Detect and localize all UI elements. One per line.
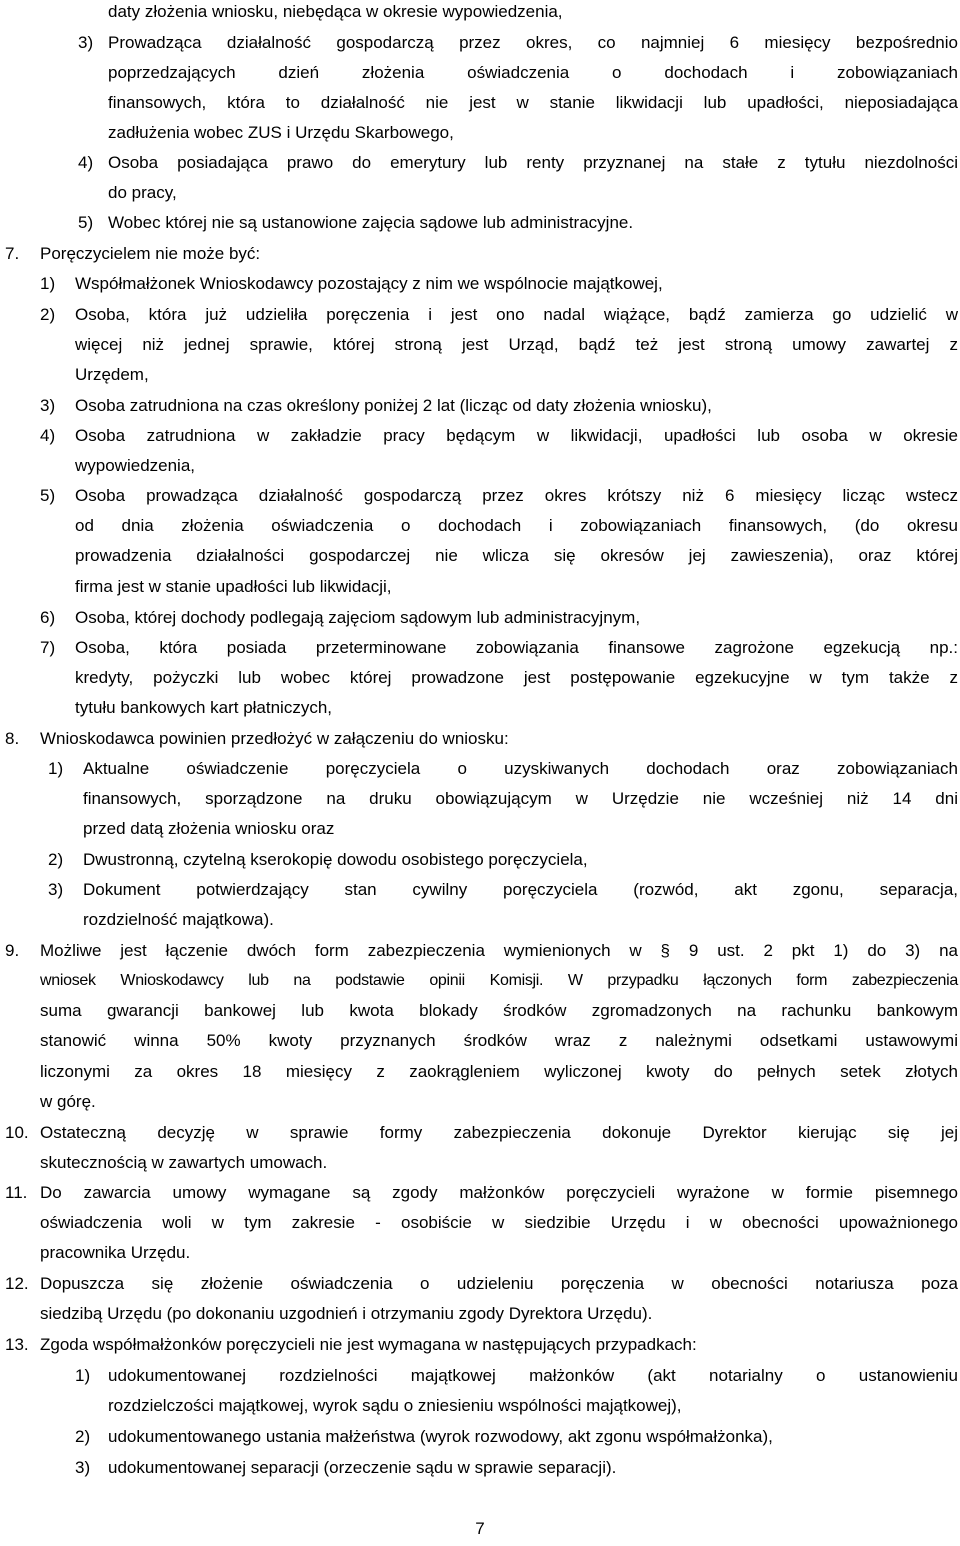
paragraph-text: liczonymi za okres 18 miesięcy z zaokrągleniem wyliczonej kwoty do pełnych setek złotych <box>40 1062 958 1081</box>
list-item-number: 3) <box>40 396 56 415</box>
list-item-text: Aktualne oświadczenie poręczyciela o uzyskiwanych dochodach oraz zobowiązaniach <box>83 759 958 778</box>
list-item-number: 5) <box>40 486 56 505</box>
list-item-number: 1) <box>40 274 56 293</box>
list-item-text: Osoba zatrudniona na czas określony poniżej 2 lat (licząc od daty złożenia wniosku), <box>75 396 712 415</box>
paragraph-text: w górę. <box>40 1092 96 1111</box>
paragraph-text: pracownika Urzędu. <box>40 1243 191 1262</box>
list-item-text: Osoba, której dochody podlegają zajęciom sądowym lub administracyjnym, <box>75 608 641 627</box>
paragraph-text: oświadczenia woli w tym zakresie - osobiście w siedzibie Urzędu i w obecności upoważnionego <box>40 1213 958 1232</box>
paragraph-text: suma gwarancji bankowej lub kwota blokady środków zgromadzonych na rachunku bankowym <box>40 1001 958 1020</box>
section-heading: Wnioskodawca powinien przedłożyć w załączeniu do wniosku: <box>40 729 509 748</box>
list-item-text: kredyty, pożyczki lub wobec której prowadzone jest postępowanie egzekucyjne w tym także z <box>75 668 958 687</box>
paragraph-text: Do zawarcia umowy wymagane są zgody małżonków poręczycieli wyrażone w formie pisemnego <box>40 1183 958 1202</box>
list-item-text: Dwustronną, czytelną kserokopię dowodu osobistego poręczyciela, <box>83 850 588 869</box>
list-item-text: Wobec której nie są ustanowione zajęcia sądowe lub administracyjne. <box>108 213 634 232</box>
list-item-number: 3) <box>78 33 94 52</box>
section-heading: Poręczycielem nie może być: <box>40 244 261 263</box>
paragraph-text: Możliwe jest łączenie dwóch form zabezpieczenia wymienionych w § 9 ust. 2 pkt 1) do 3) na <box>40 941 958 960</box>
paragraph-text: Ostateczną decyzję w sprawie formy zabezpieczenia dokonuje Dyrektor kierując się jej <box>40 1123 958 1142</box>
list-item-text: rozdzielczości majątkowej, wyrok sądu o zniesieniu wspólności majątkowej), <box>108 1396 682 1415</box>
section-number: 12. <box>5 1274 29 1293</box>
list-item-number: 2) <box>48 850 64 869</box>
list-item-text: przed datą złożenia wniosku oraz <box>83 819 335 838</box>
list-item-text: udokumentowanej separacji (orzeczenie sądu w sprawie separacji). <box>108 1458 617 1477</box>
list-item-number: 5) <box>78 213 94 232</box>
section-number: 10. <box>5 1123 29 1142</box>
paragraph-text: siedzibą Urzędu (po dokonaniu uzgodnień i otrzymaniu zgody Dyrektora Urzędu). <box>40 1304 653 1323</box>
list-item-text: Osoba, która już udzieliła poręczenia i jest ono nadal wiążące, bądź zamierza go udzielić w <box>75 305 958 324</box>
page-number: 7 <box>475 1519 485 1538</box>
list-item-number: 1) <box>48 759 64 778</box>
list-item-number: 3) <box>75 1458 91 1477</box>
list-item-text: Osoba, która posiada przeterminowane zobowiązania finansowe zagrożone egzekucją np.: <box>75 638 958 657</box>
list-item-text: Osoba posiadająca prawo do emerytury lub renty przyznanej na stałe z tytułu niezdolności <box>108 153 958 172</box>
list-item-text: Urzędem, <box>75 365 149 384</box>
list-item-text: firma jest w stanie upadłości lub likwidacji, <box>75 577 392 596</box>
list-item-number: 2) <box>40 305 56 324</box>
paragraph-text: wniosek Wnioskodawcy lub na podstawie opinii Komisji. W przypadku łączonych form zabezpieczenia <box>40 972 958 989</box>
list-item-text: Współmałżonek Wnioskodawcy pozostający z nim we wspólnocie majątkowej, <box>75 274 663 293</box>
intro-continuation: daty złożenia wniosku, niebędąca w okresie wypowiedzenia, <box>108 2 563 21</box>
list-item-text: finansowych, sporządzone na druku obowiązującym w Urzędzie nie wcześniej niż 14 dni <box>83 789 958 808</box>
list-item-text: udokumentowanego ustania małżeństwa (wyrok rozwodowy, akt zgonu współmałżonka), <box>108 1427 773 1446</box>
list-item-number: 6) <box>40 608 56 627</box>
list-item-number: 3) <box>48 880 64 899</box>
paragraph-text: Dopuszcza się złożenie oświadczenia o udzieleniu poręczenia w obecności notariusza poza <box>40 1274 958 1293</box>
list-item-text: Osoba zatrudniona w zakładzie pracy będącym w likwidacji, upadłości lub osoba w okresie <box>75 426 958 445</box>
list-item-text: więcej niż jednej sprawie, której stroną jest Urząd, bądź też jest stroną umowy zawartej z <box>75 335 958 354</box>
list-item-text: rozdzielność majątkowa). <box>83 910 274 929</box>
list-item-text: od dnia złożenia oświadczenia o dochodach i zobowiązaniach finansowych, (do okresu <box>75 516 958 535</box>
list-item-text: tytułu bankowych kart płatniczych, <box>75 698 333 717</box>
list-item-number: 2) <box>75 1427 91 1446</box>
section-heading: Zgoda współmałżonków poręczycieli nie jest wymagana w następujących przypadkach: <box>40 1335 697 1354</box>
list-item-number: 1) <box>75 1366 91 1385</box>
list-item-number: 7) <box>40 638 56 657</box>
section-number: 8. <box>5 729 20 748</box>
paragraph-text: skutecznością w zawartych umowach. <box>40 1153 328 1172</box>
list-item-text: poprzedzających dzień złożenia oświadczenia o dochodach i zobowiązaniach <box>108 63 958 82</box>
list-item-text: prowadzenia działalności gospodarczej nie wlicza się okresów jej zawieszenia), oraz której <box>75 546 958 565</box>
section-number: 13. <box>5 1335 29 1354</box>
section-number: 9. <box>5 941 20 960</box>
section-number: 7. <box>5 244 20 263</box>
list-item-number: 4) <box>40 426 56 445</box>
list-item-text: finansowych, która to działalność nie jest w stanie likwidacji lub upadłości, nieposiadająca <box>108 93 958 112</box>
list-item-number: 4) <box>78 153 94 172</box>
list-item-text: zadłużenia wobec ZUS i Urzędu Skarbowego, <box>108 123 454 142</box>
list-item-text: do pracy, <box>108 183 177 202</box>
list-item-text: Osoba prowadząca działalność gospodarczą przez okres krótszy niż 6 miesięcy licząc wstecz <box>75 486 958 505</box>
list-item-text: wypowiedzenia, <box>75 456 196 475</box>
paragraph-text: stanowić winna 50% kwoty przyznanych środków wraz z należnymi odsetkami ustawowymi <box>40 1031 958 1050</box>
list-item-text: Prowadząca działalność gospodarczą przez okres, co najmniej 6 miesięcy bezpośrednio <box>108 33 958 52</box>
list-item-text: udokumentowanej rozdzielności majątkowej małżonków (akt notarialny o ustanowieniu <box>108 1366 958 1385</box>
list-item-text: Dokument potwierdzający stan cywilny poręczyciela (rozwód, akt zgonu, separacja, <box>83 880 958 899</box>
section-number: 11. <box>5 1183 28 1202</box>
